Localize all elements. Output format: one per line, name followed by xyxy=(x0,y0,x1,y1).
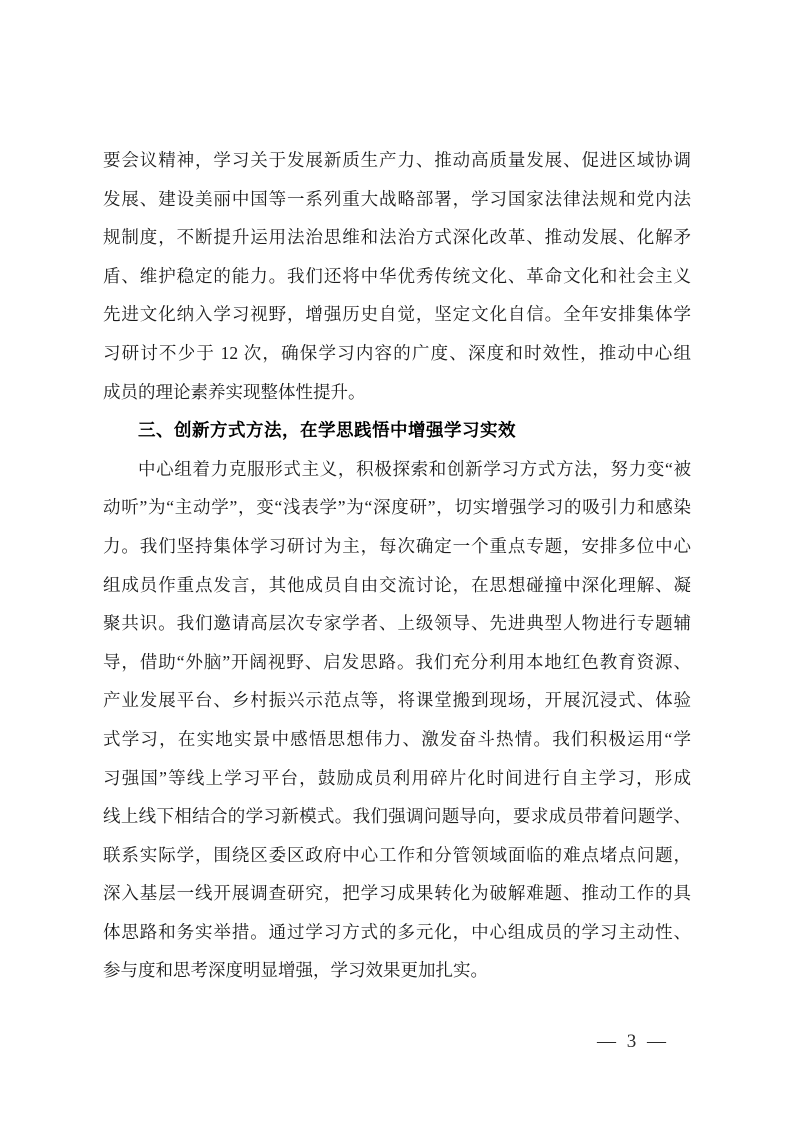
text-line: 参与度和思考深度明显增强，学习效果更加扎实。 xyxy=(103,960,488,981)
text-line: 体思路和务实举措。通过学习方式的多元化，中心组成员的学习主动性、 xyxy=(103,921,691,942)
text-line: 式学习，在实地实景中感悟思想伟力、激发奋斗热情。我们积极运用“学 xyxy=(103,728,691,749)
continued-paragraph xyxy=(103,141,691,411)
text-line: 规制度，不断提升运用法治思维和法治方式深化改革、推动发展、化解矛 xyxy=(103,227,691,248)
body-paragraph xyxy=(103,450,691,990)
text-line: 导，借助“外脑”开阔视野、启发思路。我们充分利用本地红色教育资源、 xyxy=(103,651,691,672)
page-number: — 3 — xyxy=(597,1031,669,1052)
text-line: 组成员作重点发言，其他成员自由交流讨论，在思想碰撞中深化理解、凝 xyxy=(103,574,691,595)
text-line: 线上线下相结合的学习新模式。我们强调问题导向，要求成员带着问题学、 xyxy=(103,806,691,827)
text-line: 先进文化纳入学习视野，增强历史自觉，坚定文化自信。全年安排集体学 xyxy=(103,304,691,325)
text-line: 习强国”等线上学习平台，鼓励成员利用碎片化时间进行自主学习，形成 xyxy=(103,767,691,788)
text-line: 聚共识。我们邀请高层次专家学者、上级领导、先进典型人物进行专题辅 xyxy=(103,613,691,634)
text-line: 联系实际学，围绕区委区政府中心工作和分管领域面临的难点堵点问题， xyxy=(103,844,691,865)
text-line: 动听”为“主动学”，变“浅表学”为“深度研”，切实增强学习的吸引力和感染 xyxy=(103,497,691,518)
text-line: 习研讨不少于 12 次，确保学习内容的广度、深度和时效性，推动中心组 xyxy=(103,342,691,363)
text-line: 产业发展平台、乡村振兴示范点等，将课堂搬到现场，开展沉浸式、体验 xyxy=(103,690,691,711)
text-line: 中心组着力克服形式主义，积极探索和创新学习方式方法，努力变“被 xyxy=(138,458,691,479)
text-line: 深入基层一线开展调查研究，把学习成果转化为破解难题、推动工作的具 xyxy=(103,883,691,904)
section-heading: 三、创新方式方法，在学思践悟中增强学习实效 xyxy=(138,420,516,441)
text-line: 发展、建设美丽中国等一系列重大战略部署，学习国家法律法规和党内法 xyxy=(103,188,691,209)
text-line: 盾、维护稳定的能力。我们还将中华优秀传统文化、革命文化和社会主义 xyxy=(103,265,691,286)
text-line: 要会议精神，学习关于发展新质生产力、推动高质量发展、促进区域协调 xyxy=(103,150,691,170)
text-line: 成员的理论素养实现整体性提升。 xyxy=(103,381,366,402)
text-line: 力。我们坚持集体学习研讨为主，每次确定一个重点专题，安排多位中心 xyxy=(103,535,691,556)
text-block xyxy=(103,141,691,990)
